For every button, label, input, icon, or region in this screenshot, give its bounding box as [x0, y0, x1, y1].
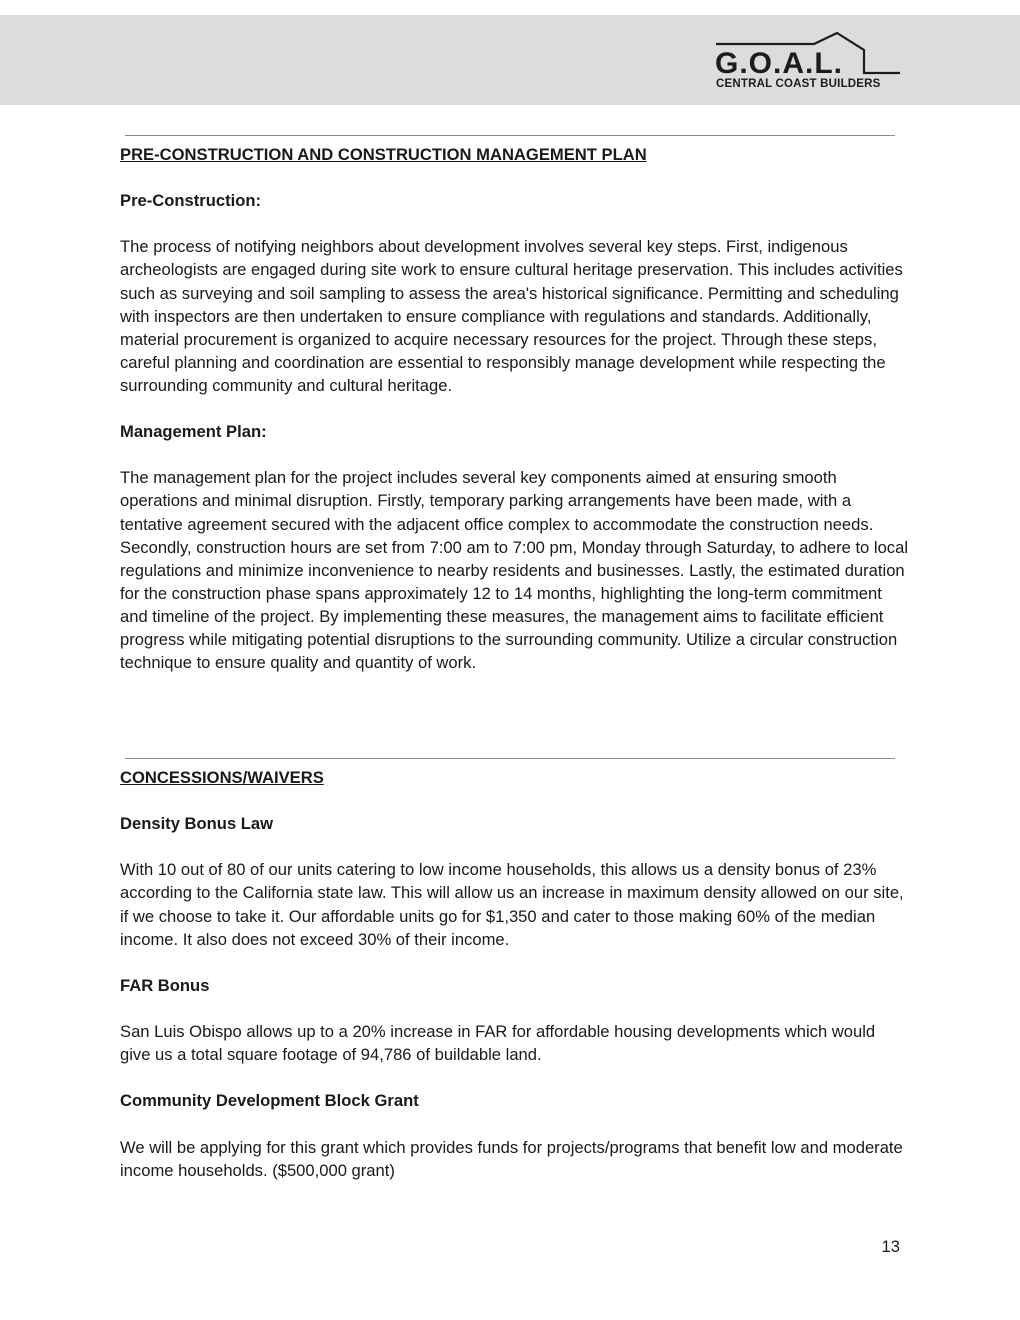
- subheading-density-bonus: Density Bonus Law: [120, 814, 274, 834]
- company-logo: [714, 30, 904, 94]
- section-concessions: [120, 766, 910, 1182]
- section-divider: [125, 135, 895, 136]
- subheading-cdbg: Community Development Block Grant: [120, 1091, 419, 1111]
- paragraph-cdbg: We will be applying for this grant which provides funds for projects/programs that benefit low and moderate income households. ($500,000 grant): [120, 1137, 903, 1180]
- paragraph-pre-construction: The process of notifying neighbors about development involves several key steps. First, indigenous archeologists are engaged during site work to ensure cultural heritage preservation. This includes activities such as surveying and soil sampling to assess the area's historical significance. Permitting and scheduling with inspectors are then undertaken to ensure compliance with regulations and standards. Additionally, material procurement is organized to acquire necessary resources for the project. Through these steps, careful planning and coordination are essential to responsibly manage development while respecting the surrounding community and cultural heritage.: [120, 237, 903, 395]
- paragraph-density-bonus: With 10 out of 80 of our units catering to low income households, this allows us a density bonus of 23% according to the California state law. This will allow us an increase in maximum density allowed on our site, if we choose to take it. Our affordable units go for $1,350 and cater to those making 60% of the median income. It also does not exceed 30% of their income.: [120, 860, 904, 949]
- section-divider: [125, 758, 895, 759]
- logo-name: G.O.A.L.: [715, 47, 843, 80]
- paragraph-far-bonus: San Luis Obispo allows up to a 20% increase in FAR for affordable housing developments which would give us a total square footage of 94,786 of buildable land.: [120, 1022, 876, 1065]
- subheading-pre-construction: Pre-Construction:: [120, 191, 262, 211]
- page-number: 13: [881, 1237, 900, 1256]
- logo-tagline: CENTRAL COAST BUILDERS: [716, 78, 881, 90]
- section-title: CONCESSIONS/WAIVERS: [120, 768, 324, 787]
- subheading-management-plan: Management Plan:: [120, 422, 267, 442]
- section-title: PRE-CONSTRUCTION AND CONSTRUCTION MANAGEMENT PLAN: [120, 145, 647, 164]
- subheading-far-bonus: FAR Bonus: [120, 975, 210, 995]
- section-management-plan: [120, 143, 910, 674]
- paragraph-management-plan: The management plan for the project includes several key components aimed at ensuring smooth operations and minimal disruption. Firstly, temporary parking arrangements have been made, with a tentative agreement secured with the adjacent office complex to accommodate the construction needs. Secondly, construction hours are set from 7:00 am to 7:00 pm, Monday through Saturday, to adhere to local regulations and minimize inconvenience to nearby residents and businesses. Lastly, the estimated duration for the construction phase spans approximately 12 to 14 months, highlighting the long-term commitment and timeline of the project. By implementing these measures, the management aims to facilitate efficient progress while mitigating potential disruptions to the surrounding community. Utilize a circular construction technique to ensure quality and quantity of work.: [120, 468, 909, 673]
